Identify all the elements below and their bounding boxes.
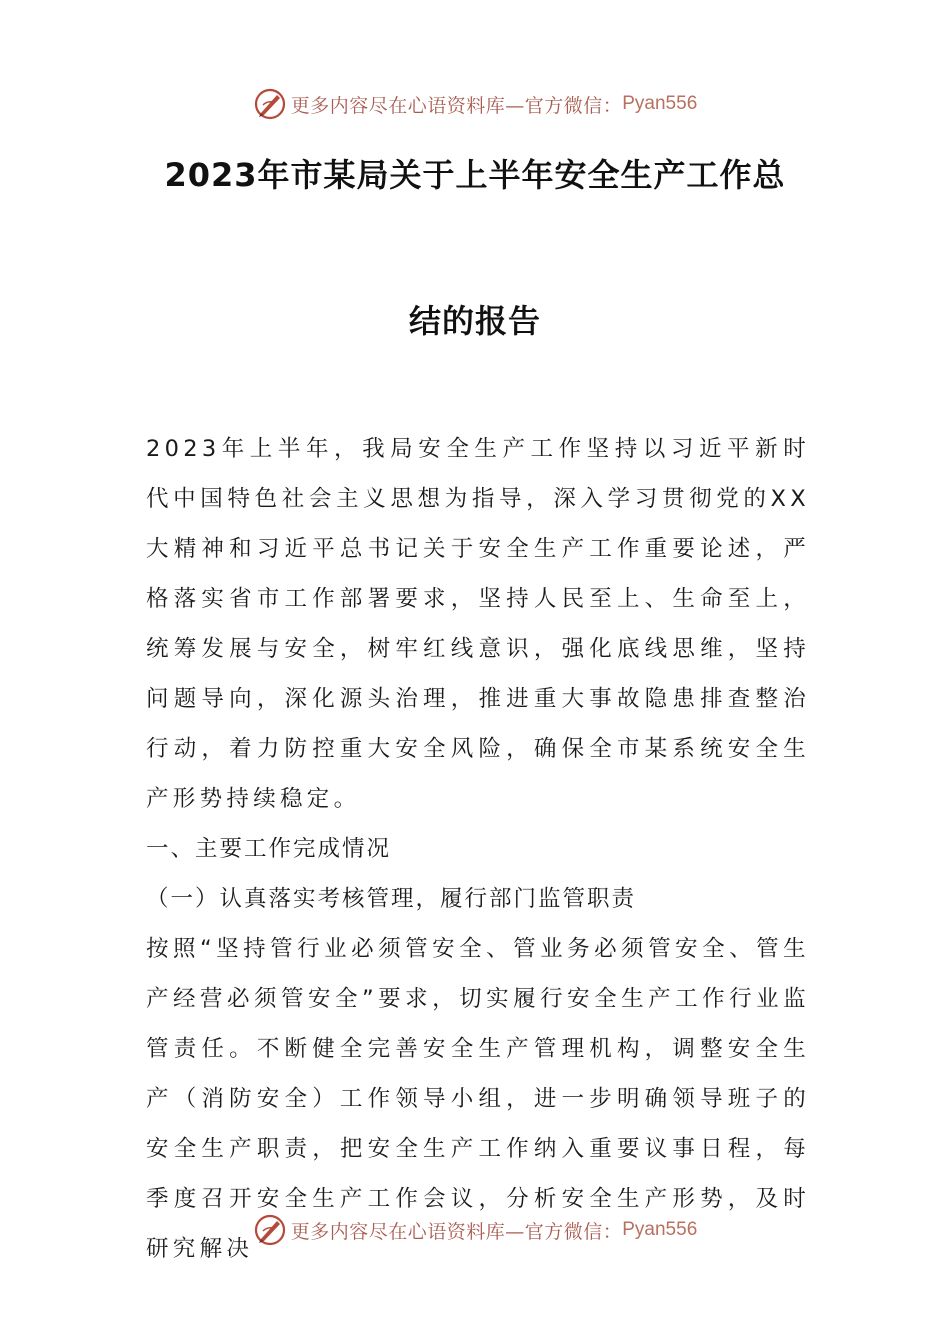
watermark-footer <box>0 1210 950 1250</box>
subsection-heading: （一）认真落实考核管理，履行部门监管职责 <box>146 886 637 912</box>
document-title-line-2: 结的报告 <box>408 302 541 340</box>
section-heading: 一、主要工作完成情况 <box>146 836 392 862</box>
pen-circle-logo-icon <box>253 87 287 121</box>
watermark-text: 更多内容尽在心语资料库—官方微信： <box>290 94 623 117</box>
watermark-account: Pyan556 <box>622 1219 698 1240</box>
watermark-account: Pyan556 <box>622 93 698 114</box>
watermark-header <box>0 84 950 124</box>
pen-circle-logo-icon <box>253 1213 287 1247</box>
watermark-text: 更多内容尽在心语资料库—官方微信： <box>290 1220 623 1243</box>
document-title-line-1: 2023年市某局关于上半年安全生产工作总 <box>164 156 786 194</box>
intro-paragraph: 2023年上半年，我局安全生产工作坚持以习近平新时代中国特色社会主义思想为指导，深入学习贯彻党的XX大精神和习近平总书记关于安全生产工作重要论述，严格落实省市工作部署要求，坚持人民至上、生命至上，统筹发展与安全，树牢红线意识，强化底线思维，坚持问题导向，深化源头治理，推进重大事故隐患排查整治行动，着力防控重大安全风险，确保全市某系统安全生产形势持续稳定。 <box>146 436 810 812</box>
document-body <box>146 424 810 1274</box>
subsection-paragraph: 按照“坚持管行业必须管安全、管业务必须管安全、管生产经营必须管安全”要求，切实履行安全生产工作行业监管责任。不断健全完善安全生产管理机构，调整安全生产（消防安全）工作领导小组，进一步明确领导班子的安全生产职责，把安全生产工作纳入重要议事日程，每季度召开安全生产工作会议，分析安全生产形势，及时研究解决 <box>146 936 810 1262</box>
